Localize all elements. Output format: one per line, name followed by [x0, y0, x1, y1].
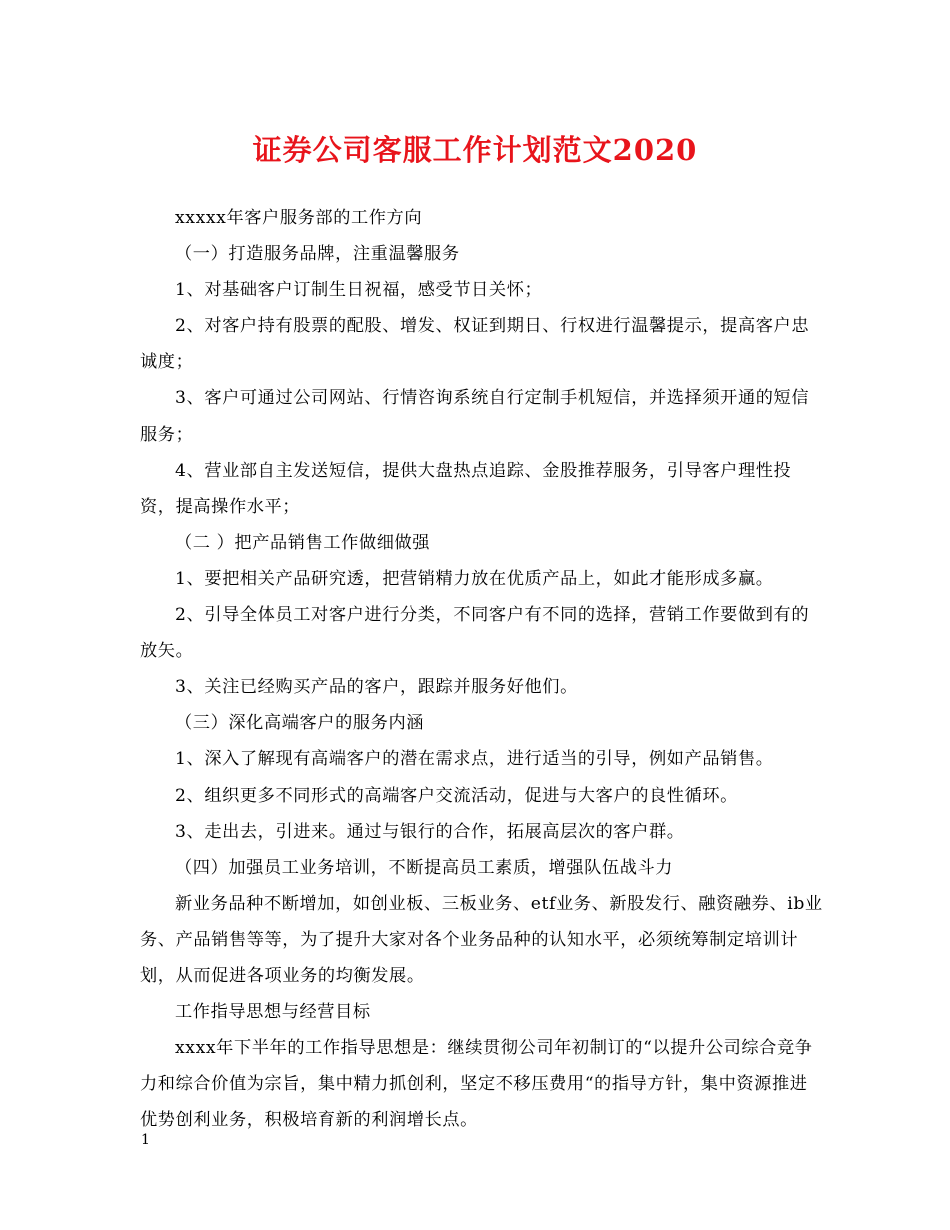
- paragraph: 新业务品种不断增加，如创业板、三板业务、etf业务、新股发行、融资融券、ib业务、产品销售等等，为了提升大家对各个业务品种的认知水平，必须统筹制定培训计划，从而促进各项业务的均衡发展。: [140, 893, 823, 986]
- paragraph-section-heading: 工作指导思想与经营目标: [175, 1002, 371, 1023]
- paragraph: 2、引导全体员工对客户进行分类，不同客户有不同的选择，营销工作要做到有的放矢。: [140, 605, 810, 662]
- page-title: 证券公司客服工作计划范文2020: [252, 133, 698, 167]
- page-number: 1: [141, 1132, 150, 1148]
- paragraph-subheading-2: （二 ）把产品销售工作做细做强: [175, 532, 431, 553]
- paragraph: 1、深入了解现有高端客户的潜在需求点，进行适当的引导，例如产品销售。: [175, 749, 774, 770]
- paragraph: 3、客户可通过公司网站、行情咨询系统自行定制手机短信，并选择须开通的短信服务；: [140, 388, 810, 445]
- paragraph: xxxx年下半年的工作指导思想是：继续贯彻公司年初制订的“以提升公司综合竞争力和综合价值为宗旨，集中精力抓创利，坚定不移压费用“的指导方针，集中资源推进优势创利业务，积极培育新的利润增长点。: [140, 1038, 813, 1131]
- paragraph-subheading-3: （三）深化高端客户的服务内涵: [175, 713, 425, 734]
- paragraph: 1、对基础客户订制生日祝福，感受节日关怀；: [175, 280, 543, 301]
- paragraph: 2、对客户持有股票的配股、增发、权证到期日、行权进行温馨提示，提高客户忠诚度；: [140, 316, 810, 373]
- paragraph: 2、组织更多不同形式的高端客户交流活动，促进与大客户的良性循环。: [175, 785, 738, 806]
- paragraph-subheading-4: （四）加强员工业务培训，不断提高员工素质，增强队伍战斗力: [175, 857, 674, 878]
- paragraph-subheading-1: （一）打造服务品牌，注重温馨服务: [175, 244, 460, 265]
- paragraph: 1、要把相关产品研究透，把营销精力放在优质产品上，如此才能形成多赢。: [175, 568, 774, 589]
- paragraph: 3、走出去，引进来。通过与银行的合作，拓展高层次的客户群。: [175, 821, 685, 842]
- paragraph-section-heading: xxxxx年客户服务部的工作方向: [175, 208, 423, 228]
- paragraph: 3、关注已经购买产品的客户，跟踪并服务好他们。: [175, 677, 578, 698]
- paragraph: 4、营业部自主发送短信，提供大盘热点追踪、金股推荐服务，引导客户理性投资，提高操作水平；: [140, 460, 792, 517]
- document-body: [140, 200, 824, 1138]
